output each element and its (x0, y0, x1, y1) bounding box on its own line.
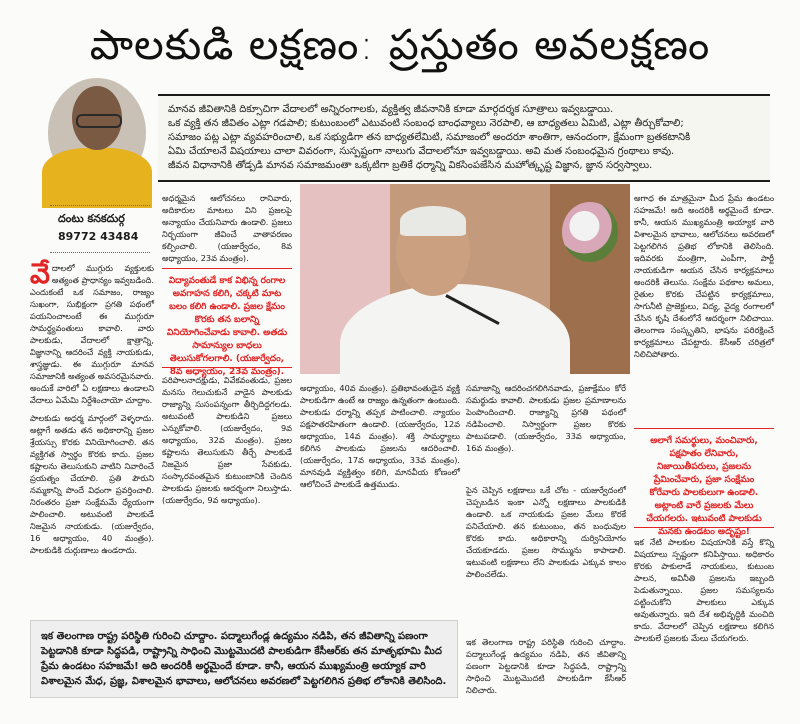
column-1-paragraph-1 (30, 257, 154, 406)
pull-quote-2: అలాగే సమర్థులు, మంచివారు, పక్షపాతం లేనివారు, నిజాయితీపరులు, ప్రజలను ప్రేమించేవారు, ప్రజా సంక్షేమం కోరేవారు పాలకులుగా ఉండాలి. అట్లాంటి వారే ప్రజలకు మేలు చేయగలరు. ఇటువంటి పాలకుడు మనకు ఉండటం అదృష్టం! (634, 428, 774, 528)
column-3-text: అధ్యాయం, 40వ మంత్రం). ప్రతిభావంతుడైన వ్యక్తి పాలకుడిగా ఉంటే ఆ రాజ్యం ఉన్నతంగా ఉంటుంది. పాలకుడు ధర్మాన్ని తప్పక పాటించాలి. న్యాయం పక్షపాతరహితంగా ఉండాలి. (యజుర్వేదం, 12వ అధ్యాయం, 14వ మంత్రం). శక్తి సామర్థ్యాలు కలిగిన పాలకుడు ప్రజలను ఆదరించాలి. (యజుర్వేదం, 17వ అధ్యాయం, 33వ మంత్రం). మానవుడి వ్యక్తిత్వం కలిగి, మానవీయ కోణంలో ఆలోచించే పాలకుడే ఉత్తముడు. (300, 383, 460, 489)
photo-flowers (562, 202, 618, 262)
column-2-bottom (162, 374, 292, 610)
column-5-top (634, 192, 774, 420)
column-4-bottom-text: ఇక తెలంగాణ రాష్ట్ర పరిస్థితి గురించి చూద్దాం. పద్మాలుగేండ్ల ఉద్యమం నడిపి, తన జీవితాన్ని పణంగా పెట్టడానికి కూడా సిద్ధపడి, రాష్ట్రాన్ని సాధించి మొట్టమొదటి పాలకుడిగా కేసీఆర్ నిలిచారు. (466, 637, 626, 695)
intro-line: ఏమి చేయాలనే విషయాలు చాలా వివరంగా, సుస్పష్టంగా నాలుగు వేదాలలోనూ ఇవ్వబడ్డాయి. అవి మత సంబంధమైన గ్రంథాలు కావు. (168, 146, 675, 157)
column-4-middle (466, 484, 626, 616)
column-2-bottom-text: పరిపాలనాదక్షుడు, వివేకవంతుడు, ప్రజల మనసు గెలుచుకునే వాడైన పాలకుడు రాజ్యాన్ని సుసంపన్నంగా తీర్చిదిద్దగలడు. అటువంటి పాలకుడిని ప్రజలు ఎన్నుకోవాలి. (యజుర్వేదం, 9వ అధ్యాయం, 32వ మంత్రం). ప్రజల కష్టాలను తెలుసుకుని తీర్చే పాలకుడే నిజమైన ప్రజా సేవకుడు. సంస్కారవంతమైన కుటుంబానికి చెందిన పాలకుడు ప్రజలకు ఆదర్శంగా నిలుస్తాడు. (యజుర్వేదం, 9వ అధ్యాయం). (162, 375, 292, 505)
kcr-photo (300, 184, 630, 374)
intro-line: ఒక వ్యక్తి తన జీవితం ఎట్లా గడపాలి; కుటుంబంలో ఎటువంటి సంబంధ బాంధవ్యాలు నెరపాలి, ఆ బాధ్యతలు ఏమిటి, ఎట్లా తీర్చుకోవాలి; (168, 118, 684, 129)
column-4-bottom (466, 636, 626, 716)
pull-quote-1: విద్యావంతుడే కాక విభిన్న రంగాల అవగాహన కలిగి, చక్కటి మాట బలం కలిగి ఉండాలి. ప్రజల క్షేమం కొరకు తన బలాన్ని వినియోగించేవాడు కావాలి. అతడు సామాన్యుల బాధలు తెలుసుకోగలగాలి. (యజుర్వేదం, 8వ అధ్యాయం, 23వ మంత్రం). (162, 268, 292, 368)
intro-line: సమాజం పట్ల ఎట్లా వ్యవహరించాలి, ఒక సభ్యుడిగా తన బాధ్యతలేమిటి, సమాజంలో అందరూ శాంతిగా, ఆనందంగా, క్షేమంగా బ్రతకటానికి (168, 132, 691, 143)
intro-line: మానవ జీవితానికి దిక్సూచిగా వేదాలలో అన్నిరంగాలకు, వ్యక్తిత్వ జీవనానికి కూడా మార్గదర్శక సూత్రాలు ఇవ్వబడ్డాయి. (168, 104, 614, 115)
author-name: దంటు కనకదుర్గ (58, 212, 125, 225)
photo-person-hair (400, 206, 466, 236)
author-photo-saree (42, 148, 152, 208)
intro-line: జీవన విధానానికి తోడ్పడి మానవ సమాజమంతా ఒక్కటిగా బ్రతికే ధర్మాన్ని వికసింపజేసిన మహోత్కృష్ట విజ్ఞాన, జ్ఞాన సర్వస్వాలు. (168, 160, 653, 171)
column-1 (30, 257, 154, 612)
column-4-middle-text: పైన చెప్పిన లక్షణాలు ఒకే చోట - యజుర్వేదంలో చెప్పబడిన ఇంకా ఎన్నో లక్షణాలు పాలకుడికి ఉండాలి. ఒక నాయకుడు ప్రజల మేలు కొరకే పనిచేయాలి. తన కుటుంబం, తన బంధువుల కొరకు కాదు. అధికారాన్ని దుర్వినియోగం చేయకూడదు. ప్రజల సొమ్మును కాపాడాలి. ఇటువంటి లక్షణాలు లేని పాలకుడు ఎక్కువ కాలం పాలించలేడు. (466, 485, 626, 579)
column-2-top-text: అధర్మమైన ఆలోచనలు రానివారు, అదికారుల మాటలు విని ప్రజలపై అన్యాయం చేయనివారు ఉండాలి. ప్రజలు నిర్భయంగా జీవించే వాతావరణం కల్పించాలి. (యజుర్వేదం, 8వ అధ్యాయం, 23వ మంత్రం). (162, 193, 292, 263)
column-2-top (162, 192, 292, 263)
column-1-paragraph-2: పాలకుడు అధర్మ మార్గంలో వెళ్ళరాదు. అట్లాగే అతడు తన అధికారాన్ని ప్రజల శ్రేయస్సు కొరకు వినియోగించాలి. తన వ్యక్తిగత స్వార్థం కొరకు కాదు. ప్రజల కష్టాలను తెలుసుకుని వాటిని నివారించే ప్రయత్నం చేయాలి. ప్రతి పౌరుని నమ్మకాన్ని పొందే విధంగా ప్రవర్తించాలి. నిరంతరం ప్రజా సంక్షేమమే ధ్యేయంగా పాలించాలి. అటువంటి పాలకుడే నిజమైన నాయకుడు. (యజుర్వేదం, 16 అధ్యాయం, 40 మంత్రం). పాలకుడికి దుర్గుణాలు ఉండరాదు. (30, 413, 154, 555)
dropcap: వే (30, 257, 50, 290)
column-1-text-1: దాలలో ముగ్గురు వ్యక్తులకు అత్యంత ప్రాధాన్యం ఇవ్వబడింది. ఎందుకంటే ఒక సమాజం, రాజ్యం సుఖంగా, సుభిక్షంగా ప్రగతి పథంలో పయనించాలంటే ఈ ముగ్గురూ సామర్థ్యవంతులు కావాలి. వారు పాలకుడు, వేదాలలో క్షాత్రాన్ని, విజ్ఞానాన్ని ఆదరించే వ్యక్తి నాయకుడు, శాస్త్రజ్ఞుడు. ఈ ముగ్గురూ మానవ సమాజానికి అత్యంత అవసరమైనవారు. అందుకే వారిలో ఏ లక్షణాలు ఉండాలని వేదాలు ఏమేమి నిర్దేశించాయో చూద్దాం. (30, 263, 154, 405)
intro-box (158, 94, 770, 182)
highlight-box-text: ఇక తెలంగాణ రాష్ట్ర పరిస్థితి గురించి చూద్దాం. పద్మాలుగేండ్ల ఉద్యమం నడిపి, తన జీవితాన్ని పణంగా పెట్టడానికి కూడా సిద్ధపడి, రాష్ట్రాన్ని సాధించి మొట్టమొదటి పాలకుడిగా కేసీఆర్‌కు తన మాతృభూమి మీద ప్రేమ ఉండటం సహజమే! అది అందరికీ అర్థమైందే కూడా. కానీ, ఆయన ముఖ్యమంత్రి అయ్యాక వారి విశాలమైన మేధ, ప్రజ్ఞ, విశాలమైన భావాలు, ఆలోచనలు అవరణలో పెట్టగలిగిన ప్రతిభ లోకానికి తెలిసింది. (41, 631, 447, 687)
headline: పాలకుడి లక్షణం: ప్రస్తుతం అవలక్షణం (89, 20, 711, 69)
highlight-box (30, 620, 458, 698)
column-5-bottom (634, 536, 774, 716)
column-5-top-text: అగాధ ఈ మాత్రమైనా మీద ప్రేమ ఉండటం సహజమే! అది అందరికీ అర్థమైందే కూడా. కానీ, ఆయన ముఖ్యమంత్రి అయ్యాక వారి విశాలమైన భావాలు, ఆలోచనలు అవరణలో పెట్టగలిగిన ప్రతిభ లోకానికి తెలిసింది. ఇదివరకు మంత్రిగా, ఎంపీగా, పార్టీ నాయకుడిగా ఆయన చేసిన కార్యక్రమాలు అందరికీ తెలుసు. సంక్షేమ పథకాల అమలు, రైతుల కొరకు చేపట్టిన కార్యక్రమాలు, సాగునీటి ప్రాజెక్టులు, విద్య, వైద్య రంగాలలో చేసిన కృషి దేశంలోనే ఆదర్శంగా నిలిచాయి. తెలంగాణ సంస్కృతిని, భాషను పరిరక్షించే కార్యక్రమాలు చేపట్టారు. కేసీఆర్ చరిత్రలో నిలిచిపోతారు. (634, 193, 774, 359)
author-photo (48, 78, 146, 188)
byline-rule-top (50, 205, 150, 206)
author-phone: 89772 43484 (58, 230, 139, 243)
byline-rule-bottom (50, 252, 150, 253)
column-4-top-text: సమాజాన్ని ఆదరించగలిగినవాడు, ప్రజాక్షేమం కోరే సమర్థుడు కావాలి. పాలకుడు ప్రజల ప్రమాణాలను పెంపొందించాలి. రాజ్యాన్ని ప్రగతి పథంలో నడిపించాలి. నిస్వార్థంగా ప్రజల కొరకు పాటుపడాలి. (యజుర్వేదం, 33వ అధ్యాయం, 16వ మంత్రం). (466, 383, 626, 453)
column-4-top (466, 382, 626, 478)
column-3 (300, 382, 460, 610)
column-5-bottom-text: ఇక నేటి పాలకుల విషయానికి వస్తే కొన్ని విషయాలు స్పష్టంగా కనిపిస్తాయి. అధికారం కొరకు పాకులాడే నాయకులు, కుటుంబ పాలన, అవినీతి ప్రజలను ఇబ్బంది పెడుతున్నాయి. ప్రజల సమస్యలను పట్టించుకోని పాలకులు ఎక్కువ అవుతున్నారు. ఇది దేశ అభివృద్ధికి మంచిది కాదు. వేదాలలో చెప్పిన లక్షణాలు కలిగిన పాలకులే ప్రజలకు మేలు చేయగలరు. (634, 537, 774, 643)
author-photo-glasses (76, 114, 122, 128)
